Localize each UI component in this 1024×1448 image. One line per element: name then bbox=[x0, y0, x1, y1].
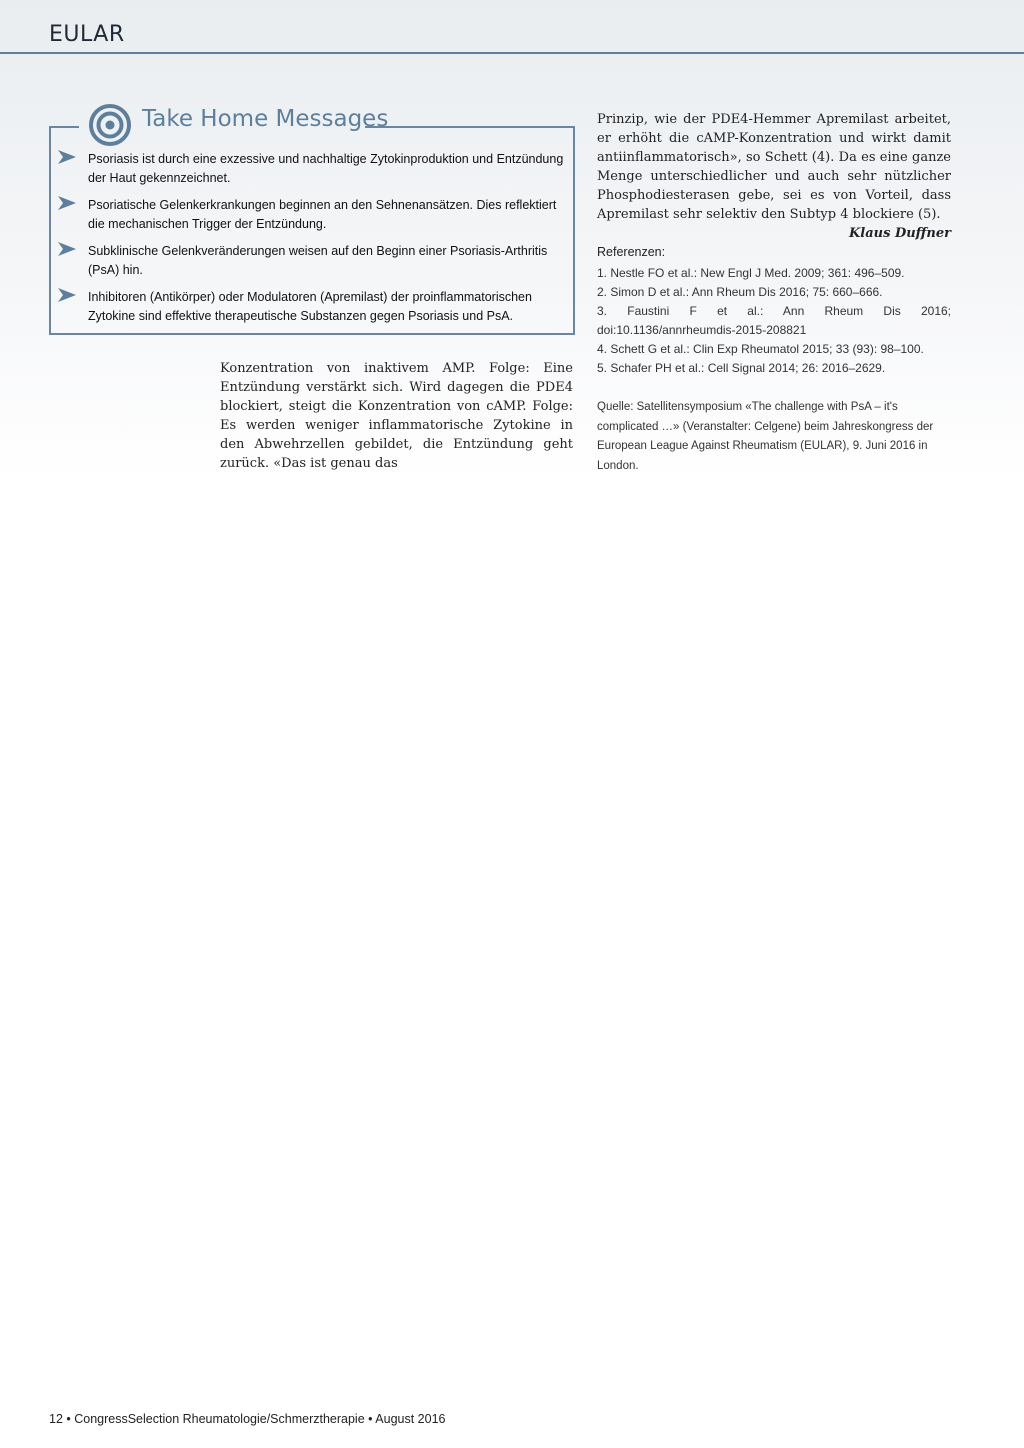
section-label: EULAR bbox=[49, 22, 125, 47]
take-home-item-text: Inhibitoren (Antikörper) oder Modulatoren (Apremilast) der proinflammatorischen Zytokine sind effektive therapeutische Substanzen gegen Psoriasis und PsA. bbox=[88, 290, 532, 323]
arrow-icon bbox=[58, 196, 76, 210]
reference-item: 1. Nestle FO et al.: New Engl J Med. 2009; 361: 496–509. bbox=[597, 266, 905, 280]
take-home-border-right bbox=[365, 126, 575, 128]
take-home-item bbox=[58, 288, 568, 326]
target-icon bbox=[89, 104, 131, 146]
take-home-item-text: Subklinische Gelenkveränderungen weisen auf den Beginn einer Psoriasis-Arthritis (PsA) hin. bbox=[88, 244, 548, 277]
take-home-list bbox=[58, 150, 568, 334]
take-home-item-text: Psoriatische Gelenkerkrankungen beginnen an den Sehnenansätzen. Dies reflektiert die mechanischen Trigger der Entzündung. bbox=[88, 198, 557, 231]
take-home-item bbox=[58, 242, 568, 280]
take-home-item bbox=[58, 150, 568, 188]
header-rule bbox=[0, 52, 1024, 54]
references-list bbox=[597, 264, 951, 378]
references-title: Referenzen: bbox=[597, 245, 666, 259]
take-home-title: Take Home Messages bbox=[142, 106, 389, 132]
page-footer: 12 • CongressSelection Rheumatologie/Schmerztherapie • August 2016 bbox=[49, 1412, 446, 1426]
take-home-border-left bbox=[49, 126, 79, 128]
reference-item: 4. Schett G et al.: Clin Exp Rheumatol 2015; 33 (93): 98–100. bbox=[597, 342, 924, 356]
arrow-icon bbox=[58, 288, 76, 302]
article-left-column: Konzentration von inaktivem AMP. Folge: Eine Entzündung verstärkt sich. Wird dagegen die PDE4 blockiert, steigt die Konzentration von cAMP. Folge: Es werden weniger inflammatorische Zytokine in den Abwehrzellen gebildet, die Entzündung geht zurück. «Das ist genau das bbox=[220, 361, 573, 471]
article-right-column: Prinzip, wie der PDE4-Hemmer Apremilast arbeitet, er erhöht die cAMP-Konzentration und wirkt damit antiinflammatorisch», so Schett (4). Da es eine ganze Menge unterschiedlicher und auch sehr nützlicher Phosphodiesterasen gebe, sei es von Vorteil, dass Apremilast sehr selektiv den Subtyp 4 blockiere (5). bbox=[597, 112, 951, 222]
reference-item: 3. Faustini F et al.: Ann Rheum Dis 2016; doi:10.1136/annrheumdis-2015-208821 bbox=[597, 304, 951, 337]
reference-item: 5. Schafer PH et al.: Cell Signal 2014; 26: 2016–2629. bbox=[597, 361, 886, 375]
source-note: Quelle: Satellitensymposium «The challenge with PsA – it's complicated …» (Veranstalter: Celgene) beim Jahreskongress der European League Against Rheumatism (EULAR), 9. Juni 2016 in London. bbox=[597, 401, 934, 472]
take-home-item-text: Psoriasis ist durch eine exzessive und nachhaltige Zytokinproduktion und Entzündung der Haut gekennzeichnet. bbox=[88, 152, 564, 185]
reference-item: 2. Simon D et al.: Ann Rheum Dis 2016; 75: 660–666. bbox=[597, 285, 883, 299]
arrow-icon bbox=[58, 242, 76, 256]
author-name: Klaus Duffner bbox=[848, 226, 951, 241]
arrow-icon bbox=[58, 150, 76, 164]
take-home-item bbox=[58, 196, 568, 234]
